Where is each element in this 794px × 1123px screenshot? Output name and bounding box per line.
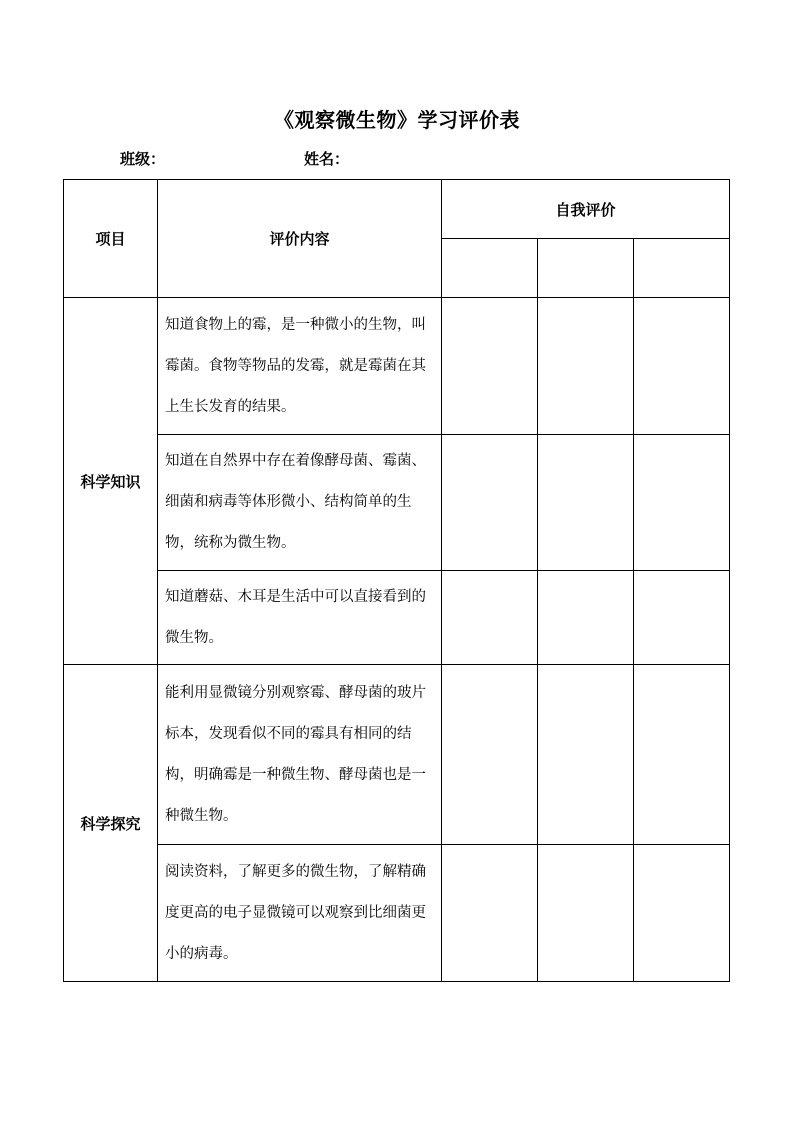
evaluation-table (63, 179, 730, 982)
class-label: 班级： (120, 150, 166, 168)
self-eval-cell[interactable] (634, 298, 730, 435)
header-content: 评价内容 (158, 180, 442, 298)
self-eval-cell[interactable] (538, 845, 634, 982)
self-eval-cell[interactable] (442, 845, 538, 982)
table-row (64, 435, 730, 571)
self-eval-cell[interactable] (442, 298, 538, 435)
table-row (64, 665, 730, 845)
table-row (64, 298, 730, 435)
self-eval-cell[interactable] (538, 571, 634, 665)
page-title: 《观察微生物》学习评价表 (274, 108, 520, 132)
self-eval-cell[interactable] (634, 435, 730, 571)
self-eval-cell[interactable] (538, 665, 634, 845)
self-eval-cell[interactable] (442, 665, 538, 845)
self-eval-cell[interactable] (634, 239, 730, 298)
self-eval-cell[interactable] (538, 239, 634, 298)
self-eval-cell[interactable] (442, 435, 538, 571)
evaluation-item: 阅读资料，了解更多的微生物，了解精确度更高的电子显微镜可以观察到比细菌更小的病毒。 (158, 845, 442, 982)
category-science-knowledge: 科学知识 (64, 298, 158, 665)
evaluation-item: 知道食物上的霉，是一种微小的生物，叫霉菌。食物等物品的发霉，就是霉菌在其上生长发育的结果。 (158, 298, 442, 435)
evaluation-item: 能利用显微镜分别观察霉、酵母菌的玻片标本，发现看似不同的霉具有相同的结构，明确霉是一种微生物、酵母菌也是一种微生物。 (158, 665, 442, 845)
self-eval-cell[interactable] (442, 571, 538, 665)
header-project: 项目 (64, 180, 158, 298)
evaluation-item: 知道在自然界中存在着像酵母菌、霉菌、细菌和病毒等体形微小、结构简单的生物，统称为微生物。 (158, 435, 442, 571)
category-science-inquiry: 科学探究 (64, 665, 158, 982)
table-row (64, 845, 730, 982)
self-eval-cell[interactable] (538, 435, 634, 571)
self-eval-cell[interactable] (442, 239, 538, 298)
self-eval-cell[interactable] (634, 571, 730, 665)
evaluation-item: 知道蘑菇、木耳是生活中可以直接看到的微生物。 (158, 571, 442, 665)
name-label: 姓名： (304, 150, 350, 168)
table-row (64, 571, 730, 665)
self-eval-cell[interactable] (634, 845, 730, 982)
self-eval-cell[interactable] (538, 298, 634, 435)
header-self-eval: 自我评价 (442, 180, 730, 239)
header-row (64, 180, 730, 239)
self-eval-cell[interactable] (634, 665, 730, 845)
